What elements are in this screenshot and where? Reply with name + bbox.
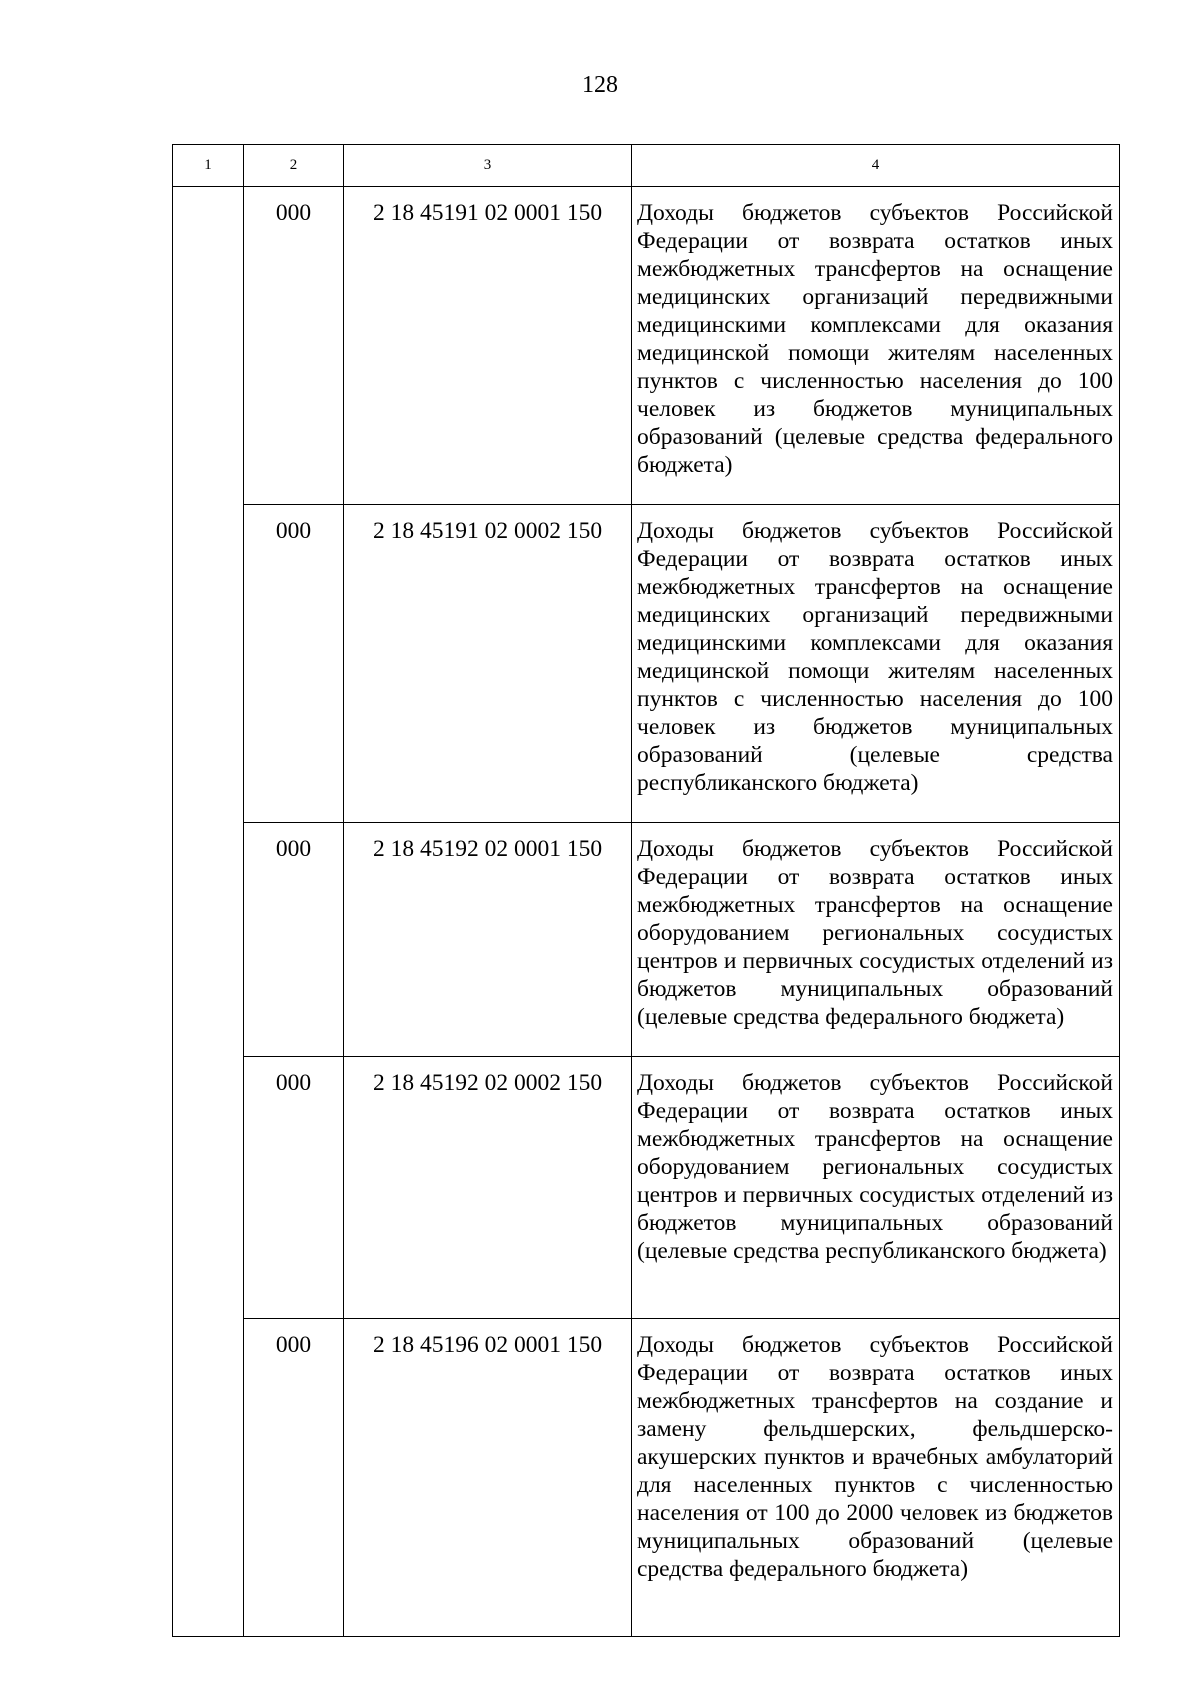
description-text: Доходы бюджетов субъектов Российской Федерации от возврата остатков иных межбюджетных трансфертов на оснащение медицинских организаций передвижными медицинскими комплексами для оказания медицинской помощи жителям населенных пунктов с численностью населения до 100 человек из бюджетов муниципальных образований (целевые средства республиканского бюджета) bbox=[637, 518, 1113, 796]
table-row bbox=[173, 505, 1120, 823]
description-text: Доходы бюджетов субъектов Российской Федерации от возврата остатков иных межбюджетных трансфертов на оснащение оборудованием региональных сосудистых центров и первичных сосудистых отделений из бюджетов муниципальных образований (целевые средства федерального бюджета) bbox=[637, 836, 1113, 1030]
budget-code-cell: 2 18 45191 02 0002 150 bbox=[344, 505, 632, 823]
group-cell bbox=[173, 187, 244, 1637]
table-row bbox=[173, 1057, 1120, 1319]
admin-code-cell: 000 bbox=[244, 1319, 344, 1637]
budget-code-cell: 2 18 45192 02 0001 150 bbox=[344, 823, 632, 1057]
table-row bbox=[173, 1319, 1120, 1637]
budget-code-cell: 2 18 45192 02 0002 150 bbox=[344, 1057, 632, 1319]
description-cell bbox=[632, 823, 1120, 1057]
column-header-4: 4 bbox=[632, 145, 1120, 187]
budget-code-cell: 2 18 45191 02 0001 150 bbox=[344, 187, 632, 505]
description-text: Доходы бюджетов субъектов Российской Федерации от возврата остатков иных межбюджетных трансфертов на создание и замену фельдшерских, фельдшерско-акушерских пунктов и врачебных амбулаторий для населенных пунктов с численностью населения от 100 до 2000 человек из бюджетов муниципальных образований (целевые средства федерального бюджета) bbox=[637, 1332, 1113, 1582]
description-cell bbox=[632, 187, 1120, 505]
admin-code-cell: 000 bbox=[244, 823, 344, 1057]
page-number: 128 bbox=[582, 72, 618, 98]
table-header-row bbox=[173, 145, 1120, 187]
budget-code-cell: 2 18 45196 02 0001 150 bbox=[344, 1319, 632, 1637]
column-header-2: 2 bbox=[244, 145, 344, 187]
column-header-1: 1 bbox=[173, 145, 244, 187]
table-row bbox=[173, 823, 1120, 1057]
description-cell bbox=[632, 505, 1120, 823]
description-text: Доходы бюджетов субъектов Российской Федерации от возврата остатков иных межбюджетных трансфертов на оснащение медицинских организаций передвижными медицинскими комплексами для оказания медицинской помощи жителям населенных пунктов с численностью населения до 100 человек из бюджетов муниципальных образований (целевые средства федерального бюджета) bbox=[637, 200, 1113, 478]
description-cell bbox=[632, 1319, 1120, 1637]
budget-classification-table bbox=[172, 144, 1120, 1637]
description-text: Доходы бюджетов субъектов Российской Федерации от возврата остатков иных межбюджетных трансфертов на оснащение оборудованием региональных сосудистых центров и первичных сосудистых отделений из бюджетов муниципальных образований (целевые средства республиканского бюджета) bbox=[637, 1070, 1113, 1264]
column-header-3: 3 bbox=[344, 145, 632, 187]
admin-code-cell: 000 bbox=[244, 1057, 344, 1319]
description-cell bbox=[632, 1057, 1120, 1319]
admin-code-cell: 000 bbox=[244, 187, 344, 505]
admin-code-cell: 000 bbox=[244, 505, 344, 823]
table-row bbox=[173, 187, 1120, 505]
